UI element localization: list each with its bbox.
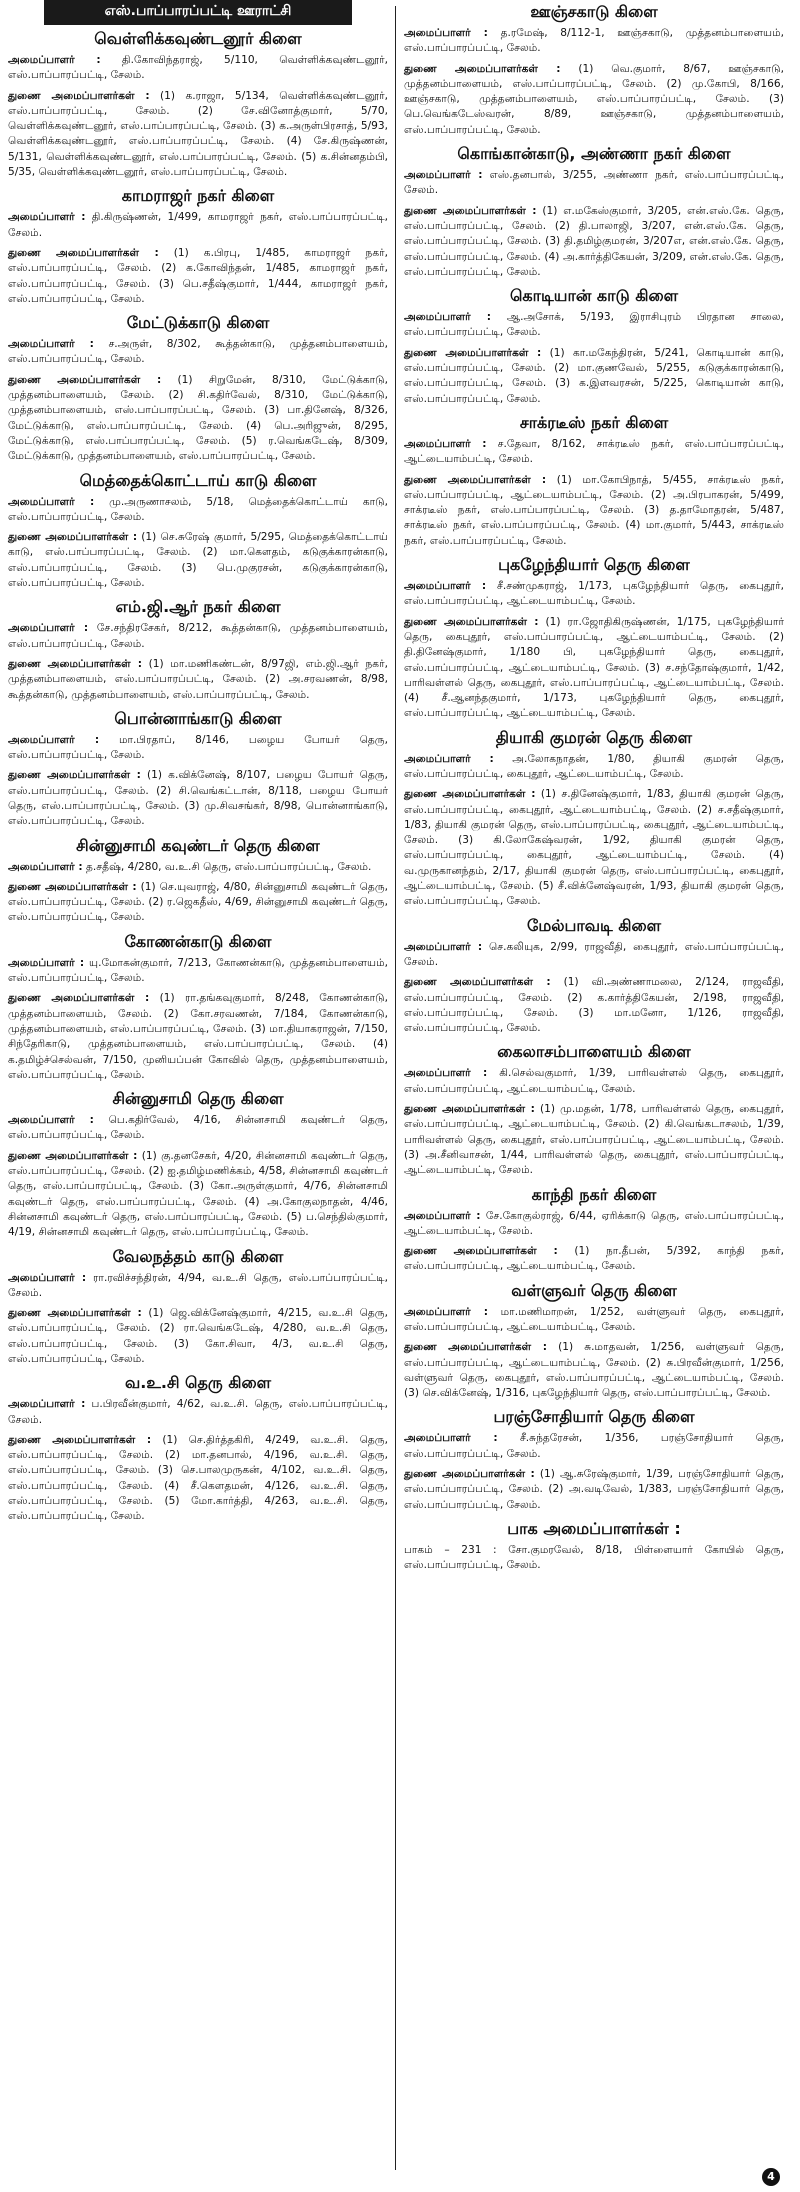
leader-label: அமைப்பாளர் : bbox=[8, 733, 100, 746]
assistants-entry bbox=[404, 1467, 784, 1513]
assistants-label: துணை அமைப்பாளர்கள் : bbox=[8, 1433, 152, 1446]
assistants-entry bbox=[404, 473, 784, 549]
branch-title: கைலாசம்பாளையம் கிளை bbox=[497, 1042, 691, 1062]
leader-text: சே.சந்திரசேகர், 8/212, கூத்தன்காடு, முத்தனம்பாளையம், எஸ்.பாப்பாரப்பட்டி, சேலம். bbox=[8, 622, 388, 650]
assistants-text: (1) சிறுமேன், 8/310, மேட்டுக்காடு, முத்தனம்பாளையம், சேலம். (2) சி.கதிர்வேல், 8/310, மேட்டுக்காடு, முத்தனம்பாளையம், எஸ்.பாப்பாரப்பட்டி, சேலம். (3) பா.தினேஷ், 8/326, மேட்டுக்காடு, எஸ்.பாப்பாரப்பட்டி, சேலம். (4) பெ.அரிஜுன், 8/295, மேட்டுக்காடு, எஸ்.பாப்பாரப்பட்டி, சேலம். (5) ர.வெங்கடேஷ், 8/309, மேட்டுக்காடு, முத்தனம்பாளையம், எஸ்.பாப்பாரப்பட்டி, சேலம். bbox=[8, 373, 388, 463]
leader-entry bbox=[404, 1431, 784, 1462]
branch-block bbox=[8, 1089, 388, 1240]
assistants-label: துணை அமைப்பாளர்கள் : bbox=[8, 531, 138, 544]
assistants-label: துணை அமைப்பாளர்கள் : bbox=[8, 880, 137, 893]
leader-entry bbox=[404, 310, 784, 341]
right-branch-list bbox=[404, 2, 784, 1513]
branch-block bbox=[404, 1281, 784, 1402]
assistants-label: துணை அமைப்பாளர்கள் : bbox=[8, 89, 150, 102]
leader-label: அமைப்பாளர் : bbox=[8, 860, 83, 873]
branch-block bbox=[404, 144, 784, 280]
right-column bbox=[404, 0, 784, 1580]
assistants-entry bbox=[404, 787, 784, 909]
assistants-text: (1) மா.மணிகண்டன், 8/97ஜி, எம்.ஜி.ஆர் நகர், முத்தனம்பாளையம், எஸ்.பாப்பாரப்பட்டி, சேலம். (2) அ.சரவணன், 8/98, கூத்தன்காடு, முத்தனம்பாளையம், எஸ்.பாப்பாரப்பட்டி, சேலம். bbox=[8, 657, 388, 701]
booth-entry: பாகம் – 231 : சோ.குமரவேல், 8/18, பிள்ளையார் கோயில் தெரு, எஸ்.பாப்பாரப்பட்டி, சேலம். bbox=[404, 1543, 784, 1572]
branch-block bbox=[8, 597, 388, 702]
assistants-label: துணை அமைப்பாளர்கள் : bbox=[404, 615, 539, 628]
assistants-text: (1) மா.கோபிநாத், 5/455, சாக்ரடீஸ் நகர், எஸ்.பாப்பாரப்பட்டி, ஆட்டையாம்பட்டி, சேலம். (2) அ.பிரபாகரன், 5/499, சாக்ரடீஸ் நகர், எஸ்.பாப்பாரப்பட்டி, சேலம். (3) த.தாமோதரன், 5/487, சாக்ரடீஸ் நகர், எஸ்.பாப்பாரப்பட்டி, சேலம். (4) மா.குமார், 5/443, சாக்ரடீஸ் நகர், எஸ்.பாப்பாரப்பட்டி, சேலம். bbox=[404, 473, 784, 547]
branch-title: வேலநத்தம் காடு கிளை bbox=[112, 1246, 284, 1266]
branch-block bbox=[404, 555, 784, 722]
assistants-text: (1) ரா.ஜோதிகிருஷ்ணன், 1/175, புகழேந்தியார் தெரு, கைபுதூர், எஸ்.பாப்பாரப்பட்டி, ஆட்டையாம்பட்டி, சேலம். (2) தி.தினேஷ்குமார், 1/180 பி, புகழேந்தியார் தெரு, கைபுதூர், எஸ்.பாப்பாரப்பட்டி, ஆட்டையாம்பட்டி, சேலம். (3) ச.சந்தோஷ்குமார், 1/42, பாரிவள்ளல் தெரு, கைபுதூர், எஸ்.பாப்பாரப்பட்டி, ஆட்டையாம்பட்டி, சேலம். (4) சீ.ஆனந்தகுமார், 1/173, புகழேந்தியார் தெரு, கைபுதூர், எஸ்.பாப்பாரப்பட்டி, ஆட்டையாம்பட்டி, சேலம். bbox=[404, 615, 784, 720]
assistants-label: துணை அமைப்பாளர்கள் : bbox=[8, 657, 142, 670]
branch-block bbox=[404, 916, 784, 1037]
page-number: 4 bbox=[762, 2168, 780, 2186]
assistants-label: துணை அமைப்பாளர்கள் : bbox=[8, 1149, 138, 1162]
assistants-entry bbox=[8, 246, 388, 307]
assistants-text: (1) எ.மகேஸ்குமார், 3/205, என்.எஸ்.கே. தெரு, எஸ்.பாப்பாரப்பட்டி, சேலம். (2) தி.பாலாஜி, 3/207, என்.எஸ்.கே. தெரு, எஸ்.பாப்பாரப்பட்டி, சேலம். (3) தி.தமிழ்குமரன், 3/207எ, என்.எஸ்.கே. தெரு, எஸ்.பாப்பாரப்பட்டி, சேலம். (4) அ.கார்த்திகேயன், 3/209, என்.எஸ்.கே. தெரு, எஸ்.பாப்பாரப்பட்டி, சேலம். bbox=[404, 204, 784, 278]
leader-entry bbox=[8, 733, 388, 764]
leader-label: அமைப்பாளர் : bbox=[8, 1271, 87, 1284]
leader-label: அமைப்பாளர் : bbox=[404, 580, 487, 593]
assistants-text: (1) கா.மகேந்திரன், 5/241, கொடியான் காடு, எஸ்.பாப்பாரப்பட்டி, சேலம். (2) மா.குணவேல், 5/255, கடுகுக்காரன்காடு, எஸ்.பாப்பாரப்பட்டி, சேலம். (3) க.இளவரசன், 5/225, கொடியான் காடு, எஸ்.பாப்பாரப்பட்டி, சேலம். bbox=[404, 346, 784, 405]
branch-title: கொங்கான்காடு, அண்ணா நகர் கிளை bbox=[457, 144, 731, 164]
leader-entry bbox=[404, 437, 784, 468]
branch-title: காந்தி நகர் கிளை bbox=[531, 1184, 657, 1204]
leader-text: அ.லோகநாதன், 1/80, தியாகி குமரன் தெரு, எஸ்.பாப்பாரப்பட்டி, கைபுதூர், ஆட்டையாம்பட்டி, சேலம். bbox=[404, 752, 784, 780]
leader-entry bbox=[404, 1305, 784, 1336]
branch-title: வள்ளுவர் தெரு கிளை bbox=[511, 1280, 677, 1300]
assistants-entry bbox=[404, 204, 784, 280]
newspaper-page bbox=[8, 0, 792, 2192]
branch-block bbox=[404, 2, 784, 138]
leader-text: ச.தேவா, 8/162, சாக்ரடீஸ் நகர், எஸ்.பாப்பாரப்பட்டி, ஆட்டையாம்பட்டி, சேலம். bbox=[404, 437, 784, 466]
booth-title: பாக அமைப்பாளர்கள் : bbox=[507, 1518, 681, 1538]
branch-block bbox=[404, 1185, 784, 1275]
assistants-entry bbox=[404, 1102, 784, 1178]
leader-label: அமைப்பாளர் : bbox=[8, 495, 95, 508]
branch-block bbox=[8, 471, 388, 592]
leader-label: அமைப்பாளர் : bbox=[8, 211, 86, 224]
leader-label: அமைப்பாளர் : bbox=[404, 752, 494, 765]
assistants-text: (1) செ.யுவராஜ், 4/80, சின்னுசாமி கவுண்டர் தெரு, எஸ்.பாப்பாரப்பட்டி, சேலம். (2) ர.ஜெகதீஸ், 4/69, சின்னுசாமி கவுண்டர் தெரு, எஸ்.பாப்பாரப்பட்டி, சேலம். bbox=[8, 880, 389, 924]
branch-title: ஊஞ்சகாடு கிளை bbox=[530, 2, 658, 21]
branch-title: மேட்டுக்காடு கிளை bbox=[126, 313, 270, 333]
leader-entry bbox=[8, 1113, 388, 1144]
leader-entry bbox=[8, 1397, 388, 1428]
leader-text: ச.அருள், 8/302, கூத்தன்காடு, முத்தனம்பாளையம், எஸ்.பாப்பாரப்பட்டி, சேலம். bbox=[8, 338, 388, 366]
leader-label: அமைப்பாளர் : bbox=[8, 1114, 94, 1127]
leader-text: ப.பிரவீன்குமார், 4/62, வ.உ.சி. தெரு, எஸ்.பாப்பாரப்பட்டி, சேலம். bbox=[8, 1398, 388, 1426]
branch-block bbox=[404, 728, 784, 910]
branch-title: எம்.ஜி.ஆர் நகர் கிளை bbox=[115, 597, 281, 617]
assistants-text: (1) சு.மாதவன், 1/256, வள்ளுவர் தெரு, எஸ்.பாப்பாரப்பட்டி, ஆட்டையாம்பட்டி, சேலம். (2) சு.பிரவீன்குமார், 1/256, வள்ளுவர் தெரு, கைபுதூர், எஸ்.பாப்பாரப்பட்டி, ஆட்டையாம்பட்டி, சேலம். (3) செ.விக்னேஷ், 1/316, புகழேந்தியார் தெரு, எஸ்.பாப்பாரப்பட்டி, சேலம். bbox=[404, 1341, 784, 1400]
branch-block bbox=[8, 1373, 388, 1524]
assistants-entry bbox=[8, 768, 388, 829]
branch-title: வ.உ.சி தெரு கிளை bbox=[124, 1373, 272, 1393]
left-branch-list bbox=[8, 29, 388, 1525]
assistants-label: துணை அமைப்பாளர்கள் : bbox=[404, 473, 547, 486]
branch-block bbox=[404, 286, 784, 407]
assistants-entry bbox=[404, 1340, 784, 1401]
assistants-entry bbox=[8, 1433, 388, 1525]
assistants-entry bbox=[404, 1244, 784, 1275]
leader-text: தி.கோவிந்தராஜ், 5/110, வெள்ளிக்கவுண்டனூர், எஸ்.பாப்பாரப்பட்டி, சேலம். bbox=[8, 54, 388, 82]
leader-text: த.ரமேஷ், 8/112-1, ஊஞ்சகாடு, முத்தனம்பாளையம், எஸ்.பாப்பாரப்பட்டி, சேலம். bbox=[404, 27, 784, 55]
branch-block bbox=[8, 186, 388, 307]
leader-entry bbox=[404, 752, 784, 783]
assistants-text: (1) நா.தீபன், 5/392, காந்தி நகர், எஸ்.பாப்பாரப்பட்டி, ஆட்டையாம்பட்டி, சேலம். bbox=[404, 1245, 785, 1273]
assistants-label: துணை அமைப்பாளர்கள் : bbox=[404, 1245, 558, 1258]
branch-title: மெத்தைக்கொட்டாய் காடு கிளை bbox=[79, 470, 317, 490]
assistants-entry bbox=[404, 62, 784, 138]
leader-label: அமைப்பாளர் : bbox=[404, 940, 483, 953]
leader-text: சே.கோகுல்ராஜ், 6/44, ஏரிக்காடு தெரு, எஸ்.பாப்பாரப்பட்டி, ஆட்டையாம்பட்டி, சேலம். bbox=[404, 1209, 784, 1237]
branch-title: சின்னுசாமி தெரு கிளை bbox=[112, 1089, 284, 1109]
assistants-label: துணை அமைப்பாளர்கள் : bbox=[8, 1307, 142, 1320]
leader-entry bbox=[404, 940, 784, 971]
left-column bbox=[8, 0, 388, 1531]
assistants-text: (1) மு.மதன், 1/78, பாரிவள்ளல் தெரு, கைபுதூர், எஸ்.பாப்பாரப்பட்டி, ஆட்டையாம்பட்டி, சேலம். (2) கி.வெங்கடாசலம், 1/39, பாரிவள்ளல் தெரு, கைபுதூர், எஸ்.பாப்பாரப்பட்டி, ஆட்டையாம்பட்டி, சேலம். (3) அ.சீனிவாசன், 1/44, பாரிவள்ளல் தெரு, கைபுதூர், எஸ்.பாப்பாரப்பட்டி, ஆட்டையாம்பட்டி, சேலம். bbox=[404, 1103, 785, 1177]
leader-text: பெ.கதிர்வேல், 4/16, சின்னசாமி கவுண்டர் தெரு, எஸ்.பாப்பாரப்பட்டி, சேலம். bbox=[8, 1114, 388, 1142]
assistants-text: (1) ஜெ.விக்னேஷ்குமார், 4/215, வ.உ.சி தெரு, எஸ்.பாப்பாரப்பட்டி, சேலம். (2) ரா.வெங்கடேஷ், 4/280, வ.உ.சி தெரு, எஸ்.பாப்பாரப்பட்டி, சேலம். (3) கோ.சிவா, 4/3, வ.உ.சி தெரு, எஸ்.பாப்பாரப்பட்டி, சேலம். bbox=[8, 1307, 388, 1365]
leader-text: மா.பிரதாப், 8/146, பழைய போயர் தெரு, எஸ்.பாப்பாரப்பட்டி, சேலம். bbox=[8, 733, 388, 762]
leader-entry bbox=[8, 1271, 388, 1302]
assistants-label: துணை அமைப்பாளர்கள் : bbox=[404, 1341, 547, 1354]
leader-entry bbox=[8, 956, 388, 987]
leader-label: அமைப்பாளர் : bbox=[404, 437, 487, 450]
leader-label: அமைப்பாளர் : bbox=[8, 622, 89, 635]
branch-title: வெள்ளிக்கவுண்டனூர் கிளை bbox=[94, 29, 302, 48]
assistants-text: (1) செ.சுரேஷ் குமார், 5/295, மெத்தைக்கொட்டாய் காடு, எஸ்.பாப்பாரப்பட்டி, சேலம். (2) மா.கௌதம், கடுகுக்காரன்காடு, எஸ்.பாப்பாரப்பட்டி, சேலம். (3) பெ.முகுரசன், கடுகுக்காரன்காடு, எஸ்.பாப்பாரப்பட்டி, சேலம். bbox=[8, 531, 389, 590]
assistants-text: (1) ஆ.சுரேஷ்குமார், 1/39, பரஞ்சோதியார் தெரு, எஸ்.பாப்பாரப்பட்டி, சேலம். (2) அ.வடிவேல், 1/383, பரஞ்சோதியார் தெரு, எஸ்.பாப்பாரப்பட்டி, சேலம். bbox=[404, 1468, 784, 1511]
branch-block bbox=[8, 932, 388, 1083]
leader-text: த.சதீஷ், 4/280, வ.உ.சி தெரு, எஸ்.பாப்பாரப்பட்டி, சேலம். bbox=[86, 860, 372, 873]
assistants-text: (1) க.ராஜா, 5/134, வெள்ளிக்கவுண்டனூர், எஸ்.பாப்பாரப்பட்டி, சேலம். (2) சே.வினோத்குமார், 5/70, வெள்ளிக்கவுண்டனூர், எஸ்.பாப்பாரப்பட்டி, சேலம். (3) க.அருள்பிரசாத், 5/93, வெள்ளிக்கவுண்டனூர், எஸ்.பாப்பாரப்பட்டி, சேலம். (4) சே.கிருஷ்ணன், 5/131, வெள்ளிக்கவுண்டனூர், எஸ்.பாப்பாரப்பட்டி, சேலம். (5) க.சின்னதம்பி, 5/35, வெள்ளிக்கவுண்டனூர், எஸ்.பாப்பாரப்பட்டி, சேலம். bbox=[8, 89, 389, 179]
column-divider bbox=[395, 6, 396, 2170]
assistants-entry bbox=[404, 975, 784, 1036]
leader-label: அமைப்பாளர் : bbox=[404, 1305, 488, 1318]
leader-label: அமைப்பாளர் : bbox=[404, 1209, 481, 1222]
leader-text: செ.கலியுக, 2/99, ராஜவீதி, கைபுதூர், எஸ்.பாப்பாரப்பட்டி, சேலம். bbox=[404, 940, 784, 968]
leader-label: அமைப்பாளர் : bbox=[404, 169, 483, 182]
leader-text: கி.செல்வகுமார், 1/39, பாரிவள்ளல் தெரு, கைபுதூர், எஸ்.பாப்பாரப்பட்டி, ஆட்டையாம்பட்டி, சேலம். bbox=[404, 1067, 784, 1095]
assistants-label: துணை அமைப்பாளர்கள் : bbox=[404, 1468, 535, 1481]
branch-title: சாக்ரடீஸ் நகர் கிளை bbox=[519, 412, 669, 432]
leader-entry bbox=[8, 53, 388, 84]
leader-entry bbox=[404, 1066, 784, 1097]
assistants-entry bbox=[8, 373, 388, 465]
assistants-entry bbox=[404, 346, 784, 407]
leader-entry bbox=[404, 26, 784, 57]
assistants-entry bbox=[8, 530, 388, 591]
branch-title: சின்னுசாமி கவுண்டர் தெரு கிளை bbox=[76, 835, 320, 855]
leader-text: தி.கிருஷ்ணன், 1/499, காமராஜர் நகர், எஸ்.பாப்பாரப்பட்டி, சேலம். bbox=[8, 211, 388, 239]
assistants-label: துணை அமைப்பாளர்கள் : bbox=[404, 788, 536, 801]
leader-text: மா.மணிமாறன், 1/252, வள்ளுவர் தெரு, கைபுதூர், எஸ்.பாப்பாரப்பட்டி, ஆட்டையாம்பட்டி, சேலம். bbox=[404, 1305, 784, 1333]
assistants-label: துணை அமைப்பாளர்கள் : bbox=[8, 373, 162, 386]
branch-title: மேல்பாவடி கிளை bbox=[526, 915, 662, 935]
leader-label: அமைப்பாளர் : bbox=[8, 956, 85, 969]
leader-entry bbox=[404, 168, 784, 199]
assistants-label: துணை அமைப்பாளர்கள் : bbox=[404, 976, 551, 989]
assistants-entry bbox=[404, 615, 784, 722]
leader-text: யு.மோகன்குமார், 7/213, கோணன்காடு, முத்தனம்பாளையம், எஸ்.பாப்பாரப்பட்டி, சேலம். bbox=[8, 956, 388, 985]
leader-text: ஆ.அசோக், 5/193, இராசிபுரம் பிரதான சாலை, எஸ்.பாப்பாரப்பட்டி, சேலம். bbox=[404, 311, 784, 339]
assistants-entry bbox=[8, 89, 388, 181]
branch-title: கொடியான் காடு கிளை bbox=[509, 286, 679, 306]
branch-block bbox=[8, 1247, 388, 1368]
section-banner: எஸ்.பாப்பாரப்பட்டி ஊராட்சி bbox=[44, 0, 352, 25]
leader-entry bbox=[404, 579, 784, 610]
assistants-label: துணை அமைப்பாளர்கள் : bbox=[8, 769, 141, 782]
assistants-text: (1) கு.தனசேகர், 4/20, சின்னசாமி கவுண்டர் தெரு, எஸ்.பாப்பாரப்பட்டி, சேலம். (2) ஐ.தமிழ்மணிக்கம், 4/58, சின்னசாமி கவுண்டர் தெரு, எஸ்.பாப்பாரப்பட்டி, சேலம். (3) கோ.அருள்குமார், 4/76, சின்னசாமி கவுண்டர் தெரு, எஸ்.பாப்பாரப்பட்டி, சேலம். (4) அ.கோகுலநாதன், 4/46, சின்னசாமி கவுண்டர் தெரு, எஸ்.பாப்பாரப்பட்டி, சேலம். (5) ப.செந்தில்குமார், 4/19, சின்னசாமி கவுண்டர் தெரு, எஸ்.பாப்பாரப்பட்டி, சேலம். bbox=[8, 1149, 389, 1239]
leader-text: ரா.ரவிச்சந்திரன், 4/94, வ.உ.சி தெரு, எஸ்.பாப்பாரப்பட்டி, சேலம். bbox=[8, 1271, 388, 1299]
branch-title: காமராஜர் நகர் கிளை bbox=[121, 186, 275, 206]
assistants-label: துணை அமைப்பாளர்கள் : bbox=[8, 246, 159, 259]
leader-entry bbox=[8, 621, 388, 652]
assistants-text: (1) வி.அண்ணாமலை, 2/124, ராஜவீதி, எஸ்.பாப்பாரப்பட்டி, சேலம். (2) க.கார்த்திகேயன், 2/198, ராஜவீதி, எஸ்.பாப்பாரப்பட்டி, சேலம். (3) மா.மனோ, 1/126, ராஜவீதி, எஸ்.பாப்பாரப்பட்டி, சேலம். bbox=[404, 976, 785, 1035]
assistants-text: (1) வெ.குமார், 8/67, ஊஞ்சகாடு, முத்தனம்பாளையம், எஸ்.பாப்பாரப்பட்டி, சேலம். (2) மு.கோபி, 8/166, ஊஞ்சகாடு, முத்தனம்பாளையம், எஸ்.பாப்பாரப்பட்டி, சேலம். (3) பெ.வெங்கடேஸ்வரன், 8/89, ஊஞ்சகாடு, முத்தனம்பாளையம், எஸ்.பாப்பாரப்பட்டி, சேலம். bbox=[404, 62, 784, 136]
assistants-label: துணை அமைப்பாளர்கள் : bbox=[404, 62, 561, 75]
assistants-entry bbox=[8, 1149, 388, 1241]
branch-title: பொன்னாங்காடு கிளை bbox=[114, 708, 282, 728]
branch-block bbox=[8, 29, 388, 180]
branch-block bbox=[8, 836, 388, 926]
branch-block bbox=[8, 313, 388, 464]
assistants-entry bbox=[8, 657, 388, 703]
leader-entry bbox=[8, 337, 388, 368]
branch-block bbox=[404, 413, 784, 549]
assistants-entry bbox=[8, 880, 388, 926]
branch-title: பரஞ்சோதியார் தெரு கிளை bbox=[493, 1407, 695, 1427]
assistants-label: துணை அமைப்பாளர்கள் : bbox=[404, 204, 537, 217]
branch-block bbox=[404, 1407, 784, 1512]
leader-entry bbox=[8, 210, 388, 241]
assistants-label: துணை அமைப்பாளர்கள் : bbox=[8, 992, 150, 1005]
leader-label: அமைப்பாளர் : bbox=[8, 1398, 86, 1411]
leader-label: அமைப்பாளர் : bbox=[8, 54, 101, 66]
leader-text: எஸ்.தனபால், 3/255, அண்ணா நகர், எஸ்.பாப்பாரப்பட்டி, சேலம். bbox=[404, 169, 784, 197]
assistants-text: (1) க.பிரபு, 1/485, காமராஜர் நகர், எஸ்.பாப்பாரப்பட்டி, சேலம். (2) க.கோவிந்தன், 1/485, காமராஜர் நகர், எஸ்.பாப்பாரப்பட்டி, சேலம். (3) பெ.சதீஷ்குமார், 1/444, காமராஜர் நகர், எஸ்.பாப்பாரப்பட்டி, சேலம். bbox=[8, 246, 389, 305]
assistants-entry bbox=[8, 991, 388, 1083]
branch-block bbox=[8, 709, 388, 830]
leader-entry bbox=[404, 1209, 784, 1240]
leader-label: அமைப்பாளர் : bbox=[404, 1432, 498, 1445]
leader-entry bbox=[8, 495, 388, 526]
assistants-text: (1) ரா.தங்கவுகுமார், 8/248, கோணன்காடு, முத்தனம்பாளையம், சேலம். (2) கோ.சரவணன், 7/184, கோணன்காடு, முத்தனம்பாளையம், எஸ்.பாப்பாரப்பட்டி, சேலம். (3) மா.தியாகராஜன், 7/150, சிந்தேரிகாடு, முத்தனம்பாளையம், எஸ்.பாப்பாரப்பட்டி, சேலம். (4) க.தமிழ்ச்செல்வன், 7/150, முனியப்பன் கோவில் தெரு, முத்தனம்பாளையம், எஸ்.பாப்பாரப்பட்டி, சேலம். bbox=[8, 992, 388, 1081]
leader-label: அமைப்பாளர் : bbox=[404, 1067, 488, 1080]
leader-text: மு.அருணாசலம், 5/18, மெத்தைக்கொட்டாய் காடு, எஸ்.பாப்பாரப்பட்டி, சேலம். bbox=[8, 495, 388, 523]
branch-title: புகழேந்தியார் தெரு கிளை bbox=[498, 555, 690, 575]
leader-label: அமைப்பாளர் : bbox=[8, 338, 94, 351]
branch-block bbox=[404, 1042, 784, 1178]
booth-section bbox=[404, 1519, 784, 1574]
leader-label: அமைப்பாளர் : bbox=[404, 27, 488, 39]
branch-title: கோணன்காடு கிளை bbox=[124, 931, 272, 951]
leader-text: சீ.சண்முகராஜ், 1/173, புகழேந்தியார் தெரு, கைபுதூர், எஸ்.பாப்பாரப்பட்டி, ஆட்டையாம்பட்டி, சேலம். bbox=[404, 580, 784, 608]
leader-label: அமைப்பாளர் : bbox=[404, 311, 491, 324]
assistants-text: (1) க.விக்னேஷ், 8/107, பழைய போயர் தெரு, எஸ்.பாப்பாரப்பட்டி, சேலம். (2) சி.வெங்கட்டான், 8/118, பழைய போயர் தெரு, எஸ்.பாப்பாரப்பட்டி, சேலம். (3) மு.சிவசங்கர், 8/98, பொன்னாங்காடு, எஸ்.பாப்பாரப்பட்டி, சேலம். bbox=[8, 769, 388, 828]
leader-text: சீ.சுந்தரேசன், 1/356, பரஞ்சோதியார் தெரு, எஸ்.பாப்பாரப்பட்டி, சேலம். bbox=[404, 1432, 784, 1460]
leader-entry bbox=[8, 860, 388, 875]
assistants-entry bbox=[8, 1306, 388, 1367]
assistants-text: (1) செ.திர்த்தகிரி, 4/249, வ.உ.சி. தெரு, எஸ்.பாப்பாரப்பட்டி, சேலம். (2) மா.தனபால், 4/196, வ.உ.சி. தெரு, எஸ்.பாப்பாரப்பட்டி, சேலம். (3) செ.பாலமுருகன், 4/102, வ.உ.சி. தெரு, எஸ்.பாப்பாரப்பட்டி, சேலம். (4) சீ.கௌதமன், 4/126, வ.உ.சி. தெரு, எஸ்.பாப்பாரப்பட்டி, சேலம். (5) மோ.கார்த்தி, 4/263, வ.உ.சி. தெரு, எஸ்.பாப்பாரப்பட்டி, சேலம். bbox=[8, 1433, 388, 1523]
assistants-label: துணை அமைப்பாளர்கள் : bbox=[404, 346, 542, 359]
assistants-label: துணை அமைப்பாளர்கள் : bbox=[404, 1103, 535, 1116]
branch-title: தியாகி குமரன் தெரு கிளை bbox=[495, 727, 693, 747]
assistants-text: (1) ச.தினேஷ்குமார், 1/83, தியாகி குமரன் தெரு, எஸ்.பாப்பாரப்பட்டி, கைபுதூர், ஆட்டையாம்பட்டி, சேலம். (2) ச.சதீஷ்குமார், 1/83, தியாகி குமரன் தெரு, எஸ்.பாப்பாரப்பட்டி, கைபுதூர், ஆட்டையாம்பட்டி, சேலம். (3) கி.லோகேஷ்வரன், 1/92, தியாகி குமரன் தெரு, எஸ்.பாப்பாரப்பட்டி, கைபுதூர், ஆட்டையாம்பட்டி, சேலம். (4) வ.முருகானந்தம், 2/17, தியாகி குமரன் தெரு, எஸ்.பாப்பாரப்பட்டி, கைபுதூர், ஆட்டையாம்பட்டி, சேலம். (5) சீ.விக்னேஷ்வரன், 1/93, தியாகி குமரன் தெரு, எஸ்.பாப்பாரப்பட்டி, சேலம். bbox=[404, 788, 785, 908]
